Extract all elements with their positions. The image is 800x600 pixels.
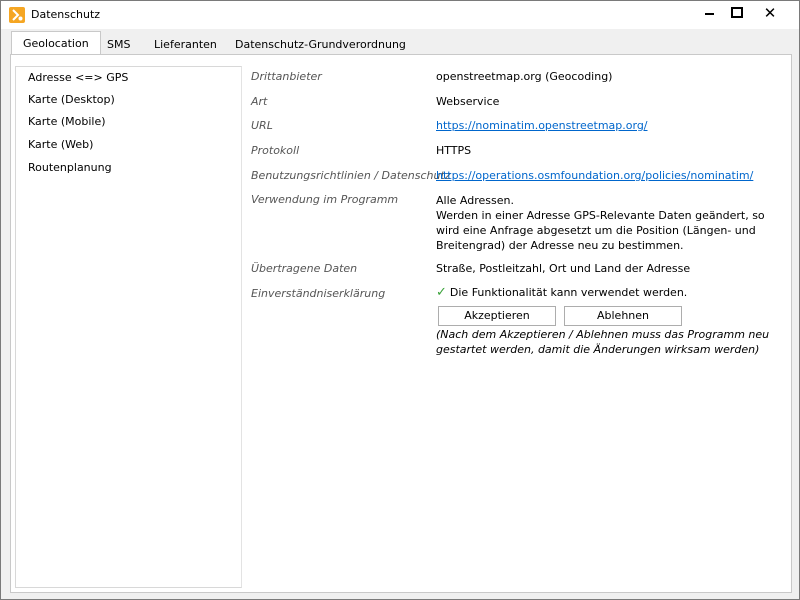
consent-status — [436, 285, 687, 300]
label-url: URL — [251, 119, 273, 132]
value-protokoll: HTTPS — [436, 144, 472, 157]
tab-bar — [9, 31, 799, 55]
value-art: Webservice — [436, 95, 500, 108]
label-daten: Übertragene Daten — [251, 262, 358, 275]
tab-geolocation[interactable]: Geolocation — [11, 31, 101, 55]
label-einverstaendnis: Einverständniserklärung — [251, 287, 386, 300]
label-richtlinien: Benutzungsrichtlinien / Datenschutz — [251, 169, 451, 182]
sidebar-item-karte-mobile[interactable]: Karte (Mobile) — [28, 115, 106, 128]
label-drittanbieter: Drittanbieter — [251, 70, 322, 83]
sidebar-item-routenplanung[interactable]: Routenplanung — [28, 161, 112, 174]
restart-note: (Nach dem Akzeptieren / Ablehnen muss das Programm neu gestartet werden, damit die Änderungen wirksam werden) — [436, 328, 770, 356]
sidebar-item-karte-desktop[interactable]: Karte (Desktop) — [28, 93, 115, 106]
tab-dsgvo[interactable]: Datenschutz-Grundverordnung — [235, 38, 406, 51]
tab-sms[interactable]: SMS — [107, 38, 131, 51]
sidebar-item-adresse-gps[interactable]: Adresse <=> GPS — [28, 71, 129, 84]
verwendung-line2: Werden in einer Adresse GPS-Relevante Daten geändert, so wird eine Anfrage abgesetzt um die Position (Längen- und Breitengrad) der Adresse neu zu bestimmen. — [436, 209, 765, 252]
window-title: Datenschutz — [31, 8, 101, 21]
label-art: Art — [251, 95, 268, 108]
close-icon: ✕ — [763, 4, 777, 22]
label-verwendung: Verwendung im Programm — [251, 193, 399, 206]
close-button[interactable] — [753, 1, 787, 25]
tab-content-panel — [10, 54, 792, 593]
sidebar-item-karte-web[interactable]: Karte (Web) — [28, 138, 94, 151]
value-daten: Straße, Postleitzahl, Ort und Land der Adresse — [436, 262, 691, 275]
accept-button[interactable]: Akzeptieren — [438, 306, 556, 326]
reject-button[interactable]: Ablehnen — [564, 306, 682, 326]
value-verwendung — [436, 193, 781, 253]
policy-link[interactable]: https://operations.osmfoundation.org/policies/nominatim/ — [436, 169, 754, 182]
checkmark-icon: ✓ — [436, 285, 447, 300]
sidebar-list — [15, 66, 242, 588]
verwendung-line1: Alle Adressen. — [436, 194, 514, 207]
url-link[interactable]: https://nominatim.openstreetmap.org/ — [436, 119, 648, 132]
maximize-button[interactable] — [718, 1, 752, 25]
consent-status-text: Die Funktionalität kann verwendet werden. — [449, 286, 688, 299]
value-drittanbieter: openstreetmap.org (Geocoding) — [436, 70, 613, 83]
title-bar — [1, 1, 799, 29]
tab-lieferanten[interactable]: Lieferanten — [154, 38, 217, 51]
label-protokoll: Protokoll — [251, 144, 300, 157]
app-icon — [9, 7, 25, 23]
